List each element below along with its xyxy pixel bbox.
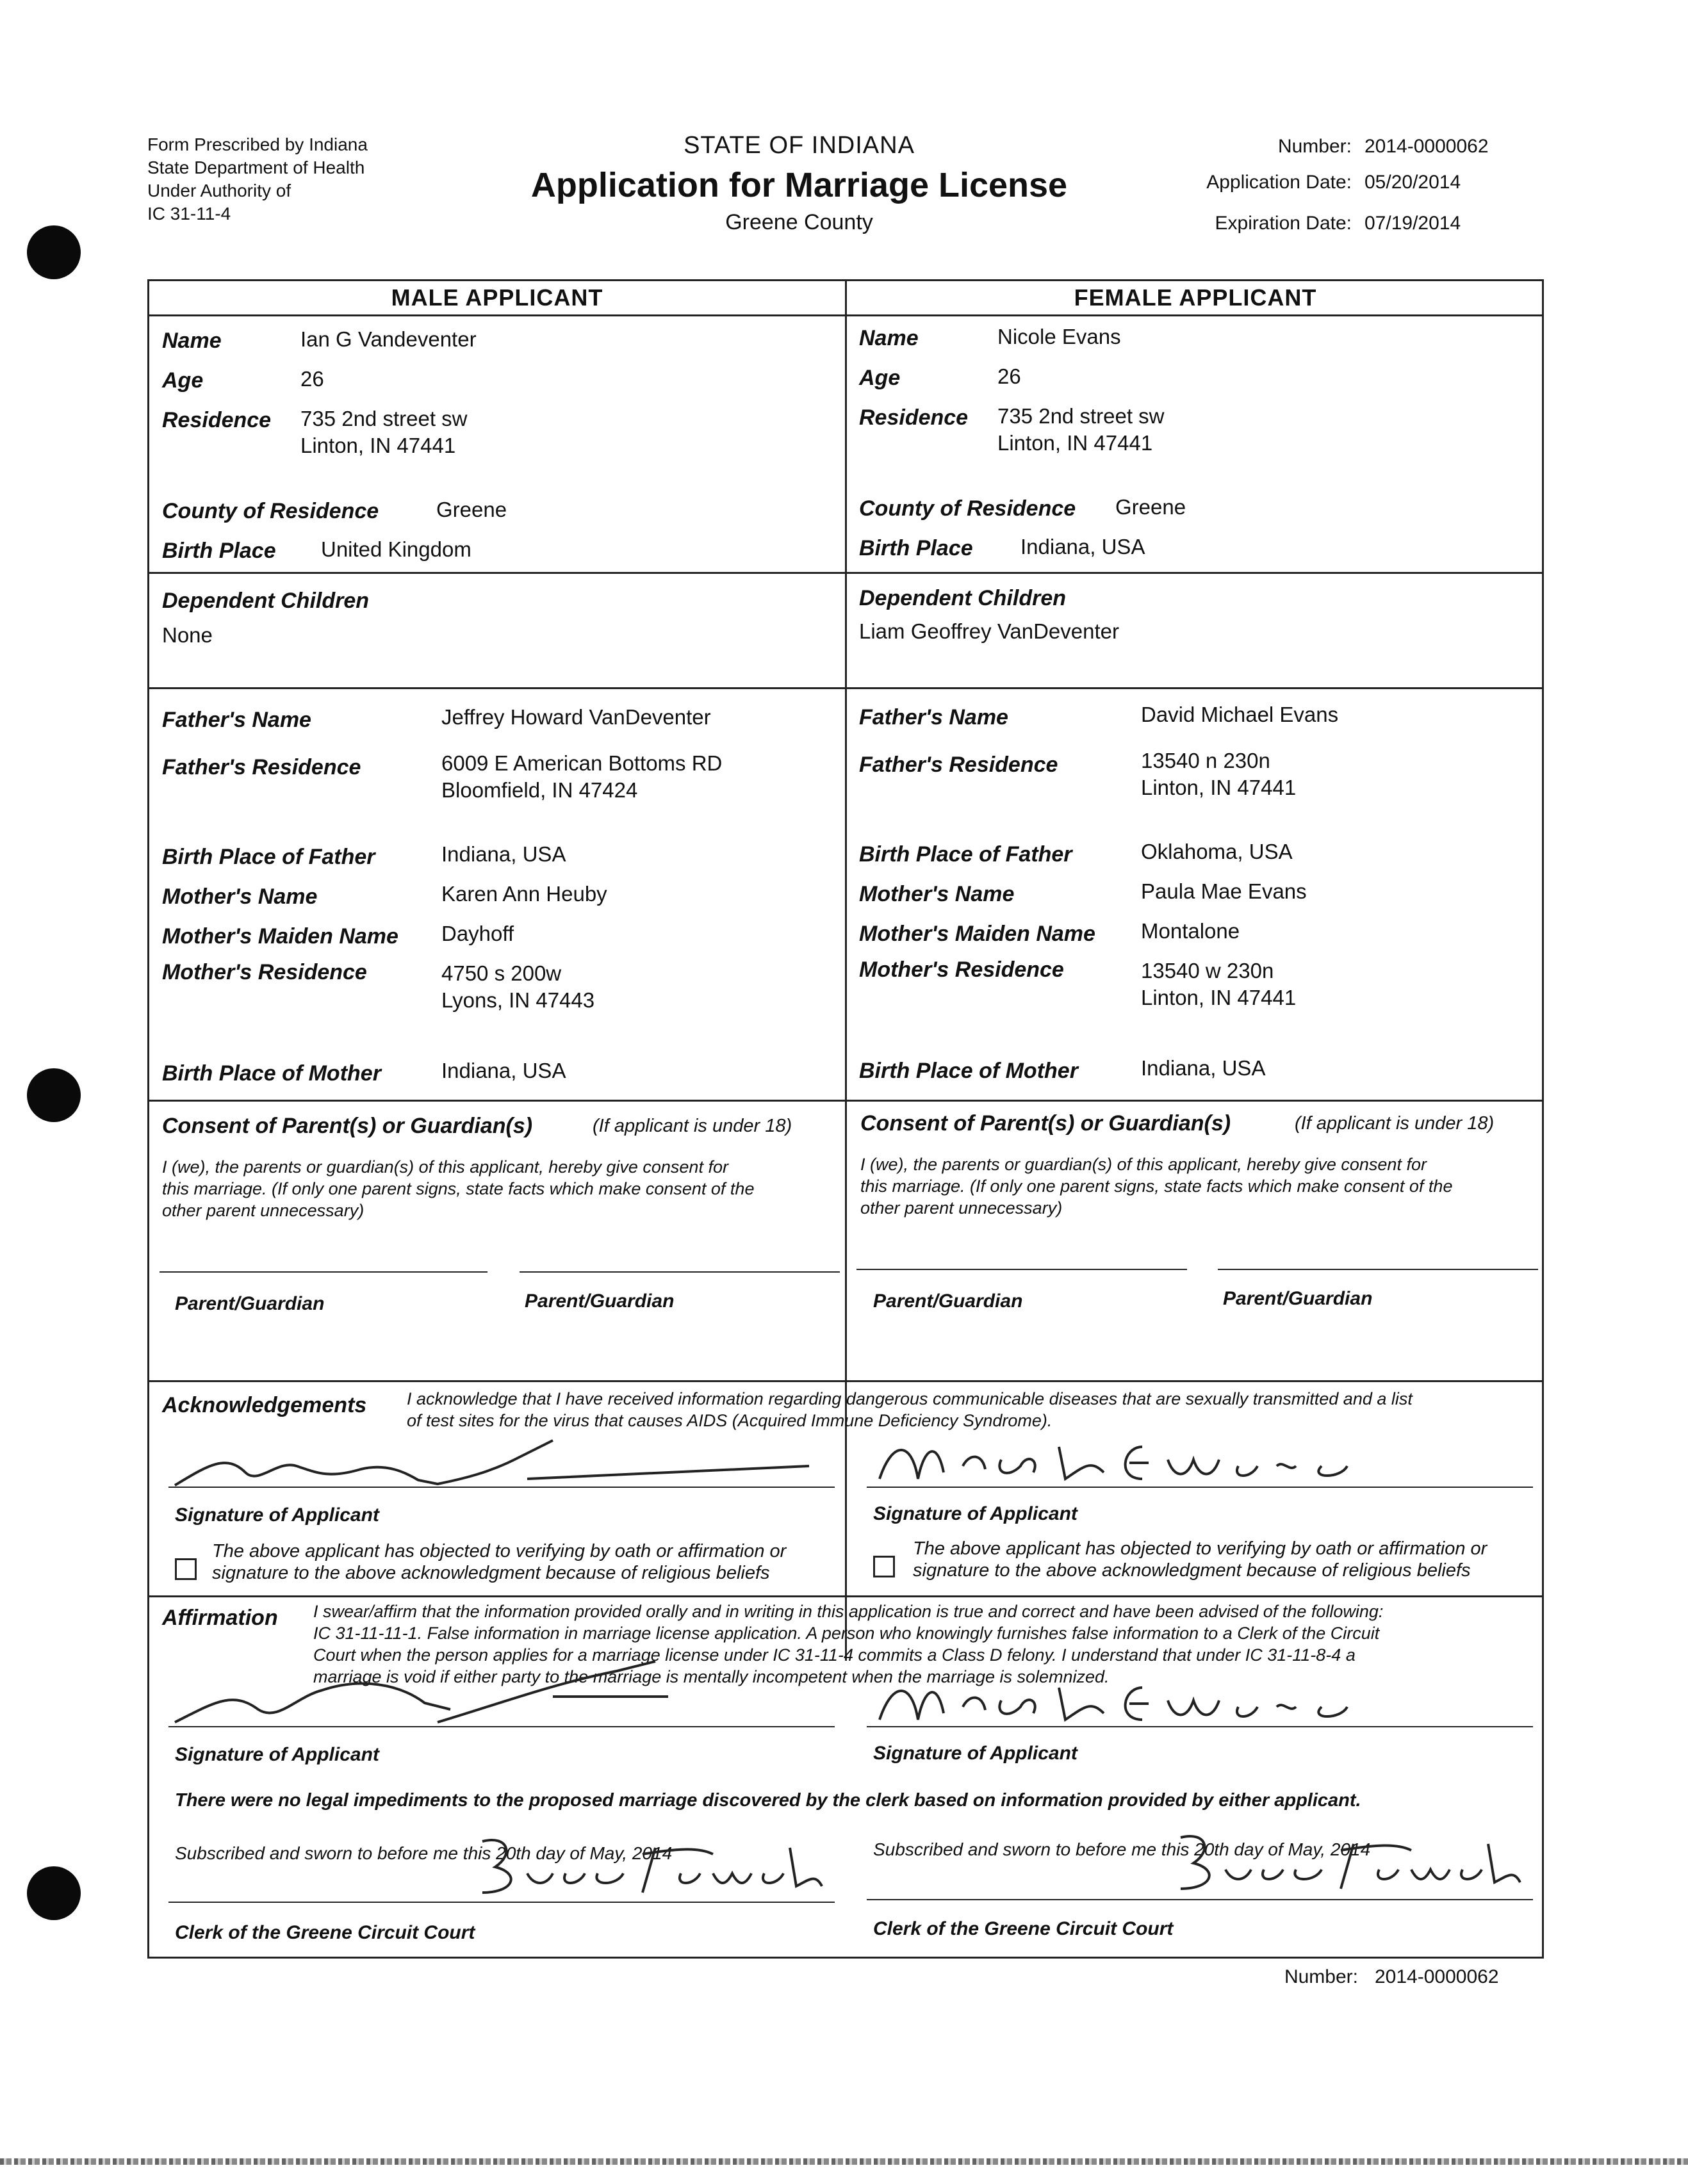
punch-hole-bottom [27, 1866, 81, 1920]
section-divider-consent [149, 1100, 1544, 1102]
female-father-residence-line1: 13540 n 230n [1141, 749, 1270, 772]
male-affirmation-signature [168, 1658, 809, 1729]
female-affirmation-signature-label: Signature of Applicant [873, 1743, 1078, 1764]
affirmation-line: marriage is void if either party to the marriage is mentally incompetent when the marriage is solemnized. [313, 1667, 1110, 1686]
male-birth-mother-value: Indiana, USA [441, 1059, 566, 1082]
male-applicant-heading: MALE APPLICANT [391, 284, 603, 311]
footer-number-value: 2014-0000062 [1375, 1966, 1499, 1987]
document-title: Application for Marriage License [530, 166, 1068, 204]
female-parent-guardian-label-1: Parent/Guardian [873, 1291, 1023, 1312]
female-birth-mother-value: Indiana, USA [1141, 1056, 1266, 1080]
objection-line: signature to the above acknowledgment because of religious beliefs [913, 1560, 1471, 1581]
male-religious-objection-checkbox[interactable] [175, 1558, 197, 1580]
female-residence-line1: 735 2nd street sw [997, 404, 1165, 428]
female-birth-father-label: Birth Place of Father [859, 842, 1072, 867]
female-mother-residence-line1: 13540 w 230n [1141, 959, 1274, 982]
female-clerk-signature-line[interactable] [867, 1899, 1533, 1900]
male-father-name-value: Jeffrey Howard VanDeventer [441, 705, 711, 729]
male-county-label: County of Residence [162, 499, 379, 523]
affirmation-heading: Affirmation [162, 1606, 278, 1630]
affirmation-line: I swear/affirm that the information provided orally and in writing in this application is true and correct and have been advised of the following: [313, 1602, 1384, 1621]
female-residence-line2: Linton, IN 47441 [997, 431, 1153, 455]
male-subscribed-text: Subscribed and sworn to before me this 20th day of May, 2014 [175, 1843, 673, 1863]
scan-edge-artifact [0, 2158, 1688, 2165]
acknowledgements-text-line2: of test sites for the virus that causes AIDS (Acquired Immune Deficiency Syndrome). [407, 1411, 1053, 1430]
female-father-name-label: Father's Name [859, 705, 1008, 729]
consent-text-line: this marriage. (If only one parent signs, state facts which make consent of the [860, 1177, 1453, 1196]
male-mother-maiden-value: Dayhoff [441, 922, 514, 945]
number-value: 2014-0000062 [1364, 136, 1489, 157]
female-religious-objection-text [913, 1538, 1487, 1581]
female-name-label: Name [859, 326, 919, 350]
male-name-label: Name [162, 329, 222, 353]
objection-line: signature to the above acknowledgment because of religious beliefs [212, 1563, 770, 1583]
male-parent-guardian-label-2: Parent/Guardian [525, 1291, 675, 1312]
female-clerk-signature [1168, 1825, 1527, 1902]
male-parent-guardian-label-1: Parent/Guardian [175, 1293, 325, 1314]
male-birth-place-label: Birth Place [162, 539, 276, 563]
male-age-label: Age [162, 368, 204, 393]
female-mother-maiden-value: Montalone [1141, 919, 1240, 943]
application-date-value: 05/20/2014 [1364, 172, 1461, 193]
consent-text-line: other parent unnecessary) [162, 1201, 365, 1220]
male-residence-line2: Linton, IN 47441 [300, 434, 456, 457]
male-clerk-label: Clerk of the Greene Circuit Court [175, 1922, 475, 1943]
consent-text-line: I (we), the parents or guardian(s) of this applicant, hereby give consent for [162, 1157, 728, 1177]
affirmation-line: IC 31-11-11-1. False information in marriage license application. A person who knowingly furnishes false information to a Clerk of the Circuit [313, 1624, 1380, 1643]
male-mother-residence-line2: Lyons, IN 47443 [441, 988, 595, 1012]
consent-text-line: other parent unnecessary) [860, 1198, 1063, 1218]
male-father-residence-line1: 6009 E American Bottoms RD [441, 751, 723, 775]
affirmation-line: Court when the person applies for a marriage license under IC 31-11-4 commits a Class D felony. I understand that under IC 31-11-8-4 a [313, 1645, 1356, 1665]
column-divider [845, 281, 847, 1380]
male-father-residence-label: Father's Residence [162, 755, 361, 779]
male-age-value: 26 [300, 367, 324, 391]
heading-divider [149, 314, 1544, 316]
section-divider-ack [149, 1380, 1544, 1382]
female-dependent-label: Dependent Children [859, 586, 1067, 610]
female-father-residence-label: Father's Residence [859, 753, 1058, 777]
female-residence-label: Residence [859, 405, 969, 430]
female-mother-name-value: Paula Mae Evans [1141, 879, 1307, 903]
female-birth-place-label: Birth Place [859, 536, 973, 560]
section-divider-affirmation [149, 1595, 1544, 1597]
male-dependent-value: None [162, 623, 213, 647]
punch-hole-middle [27, 1068, 81, 1122]
prescribed-line: Form Prescribed by Indiana [147, 134, 368, 154]
male-consent-note: (If applicant is under 18) [593, 1116, 792, 1136]
male-father-name-label: Father's Name [162, 708, 311, 732]
male-mother-residence-line1: 4750 s 200w [441, 961, 562, 985]
section-divider-parents [149, 687, 1544, 689]
male-birth-mother-label: Birth Place of Mother [162, 1061, 381, 1086]
female-birth-place-value: Indiana, USA [1020, 535, 1145, 558]
male-consent-text [162, 1156, 828, 1221]
male-birth-father-label: Birth Place of Father [162, 845, 375, 869]
female-name-value: Nicole Evans [997, 325, 1121, 348]
application-date-label: Application Date: [1206, 172, 1352, 193]
female-age-label: Age [859, 366, 901, 390]
female-clerk-label: Clerk of the Greene Circuit Court [873, 1918, 1174, 1939]
male-mother-maiden-label: Mother's Maiden Name [162, 924, 398, 949]
male-birth-place-value: United Kingdom [321, 537, 471, 561]
female-consent-text [860, 1153, 1533, 1219]
male-parent-guardian-line-2[interactable] [520, 1271, 840, 1273]
footer-number-label: Number: [1284, 1966, 1358, 1987]
female-consent-note: (If applicant is under 18) [1295, 1113, 1495, 1134]
female-birth-father-value: Oklahoma, USA [1141, 840, 1293, 863]
state-name: STATE OF INDIANA [684, 132, 915, 159]
expiration-date-label: Expiration Date: [1215, 213, 1352, 234]
male-birth-father-value: Indiana, USA [441, 842, 566, 866]
female-applicant-heading: FEMALE APPLICANT [1074, 284, 1317, 311]
male-dependent-label: Dependent Children [162, 589, 370, 613]
male-mother-name-label: Mother's Name [162, 884, 318, 909]
male-name-value: Ian G Vandeventer [300, 327, 477, 351]
female-subscribed-text: Subscribed and sworn to before me this 20th day of May, 2014 [873, 1839, 1371, 1859]
female-mother-maiden-label: Mother's Maiden Name [859, 922, 1095, 946]
female-consent-heading: Consent of Parent(s) or Guardian(s) [860, 1111, 1231, 1136]
no-impediments-statement: There were no legal impediments to the proposed marriage discovered by the clerk based on information provided by either applicant. [175, 1790, 1361, 1811]
female-birth-mother-label: Birth Place of Mother [859, 1059, 1078, 1083]
male-consent-heading: Consent of Parent(s) or Guardian(s) [162, 1114, 533, 1138]
consent-text-line: this marriage. (If only one parent signs, state facts which make consent of the [162, 1179, 755, 1198]
male-father-residence-line2: Bloomfield, IN 47424 [441, 778, 638, 802]
number-label: Number: [1277, 136, 1352, 157]
consent-text-line: I (we), the parents or guardian(s) of this applicant, hereby give consent for [860, 1155, 1427, 1174]
male-affirmation-signature-label: Signature of Applicant [175, 1744, 379, 1765]
male-clerk-signature-line[interactable] [168, 1902, 835, 1903]
female-parent-guardian-line-2[interactable] [1218, 1269, 1538, 1270]
female-mother-residence-line2: Linton, IN 47441 [1141, 986, 1297, 1009]
female-affirmation-signature [873, 1668, 1360, 1732]
prescribed-line: IC 31-11-4 [147, 204, 231, 224]
male-parent-guardian-line-1[interactable] [160, 1271, 488, 1273]
male-mother-name-value: Karen Ann Heuby [441, 882, 607, 906]
female-mother-name-label: Mother's Name [859, 882, 1015, 906]
male-county-value: Greene [436, 498, 507, 521]
female-dependent-value: Liam Geoffrey VanDeventer [859, 619, 1119, 643]
male-religious-objection-text [212, 1540, 786, 1584]
male-ack-signature [168, 1434, 809, 1492]
objection-line: The above applicant has objected to verifying by oath or affirmation or [212, 1541, 787, 1561]
acknowledgements-heading: Acknowledgements [162, 1393, 367, 1417]
female-age-value: 26 [997, 364, 1021, 388]
female-ack-signature [873, 1428, 1360, 1492]
county-name: Greene County [725, 210, 873, 234]
female-parent-guardian-label-2: Parent/Guardian [1223, 1288, 1373, 1309]
application-form [147, 279, 1544, 1959]
female-father-residence-line2: Linton, IN 47441 [1141, 776, 1297, 799]
objection-line: The above applicant has objected to verifying by oath or affirmation or [913, 1538, 1487, 1559]
expiration-date-value: 07/19/2014 [1364, 213, 1461, 234]
female-parent-guardian-line-1[interactable] [856, 1269, 1187, 1270]
male-residence-line1: 735 2nd street sw [300, 407, 468, 430]
female-mother-residence-label: Mother's Residence [859, 958, 1064, 982]
male-clerk-signature [470, 1829, 828, 1905]
female-county-value: Greene [1115, 495, 1186, 519]
female-ack-signature-label: Signature of Applicant [873, 1503, 1078, 1524]
female-county-label: County of Residence [859, 496, 1076, 521]
prescribed-line: Under Authority of [147, 181, 291, 200]
acknowledgements-text-line1: I acknowledge that I have received information regarding dangerous communicable diseases that are sexually transmitted and a list [407, 1389, 1413, 1408]
male-mother-residence-label: Mother's Residence [162, 960, 367, 984]
male-residence-label: Residence [162, 408, 272, 432]
prescribed-line: State Department of Health [147, 158, 365, 177]
section-divider-dependent [149, 572, 1544, 574]
female-religious-objection-checkbox[interactable] [873, 1556, 895, 1577]
male-ack-signature-label: Signature of Applicant [175, 1504, 379, 1526]
female-father-name-value: David Michael Evans [1141, 703, 1339, 726]
